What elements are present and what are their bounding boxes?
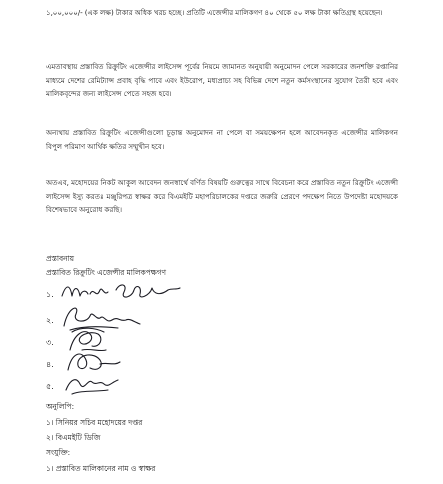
paragraph-cost-loss: ১,০০,০০০/- (এক লক্ষ) টাকার অধিক খরচ হচ্ছে। প্রতিটি এজেন্সীর মালিকগণ ৪০ থেকে ৫০ লক্ষ টাকা ক্ষতিগ্রস্থ হয়েছেন। <box>46 8 383 17</box>
proposer-heading: প্রস্তাবনায় <box>46 254 74 263</box>
signature-5 <box>60 368 130 398</box>
paragraph-request: অতএব, মহোদয়ের নিকট আকুল আবেদন জনস্বার্থে বর্ণিত বিষয়টি গুরুত্বের সাথে বিবেচনা করে প্রস্তাবিত নতুন রিক্রুটিং এজেন্সী লাইসেন্স ইস্যু করতঃ মঞ্জুরিপত্র স্বাক্ষর করে বিএমইটি মহাপরিচালকের দপ্তরে জরুরি প্রেরণে পদক্ষেপ নিতে উপদেষ্টা মহোদয়কে বিশেষভাবে অনুরোধ করছি। <box>46 178 398 214</box>
copy-heading: অনুলিপি: <box>46 402 75 411</box>
signature-row-1 <box>46 282 196 304</box>
signature-number-2: ২. <box>46 316 54 325</box>
signature-1 <box>60 276 190 304</box>
proposer-subheading: প্রস্তাবিত রিক্রুটিং এজেন্সীর মালিকপক্ষগণ <box>46 268 167 277</box>
copy-item-2: ২। বিএমইটি ডিজি <box>46 433 101 442</box>
paragraph-otherwise-loss: অন্যথায় প্রস্তাবিত রিক্রুটিং এজেন্সীগুলো চূড়ান্ত অনুমোদন না পেলে বা সময়ক্ষেপন হলে আবেদনকৃত এজেন্সীর মালিকগন বিপুল পরিমাণ আর্থিক ক্ষতির সম্মুখীন হবে। <box>46 128 398 151</box>
signature-row-5 <box>46 374 156 396</box>
paragraph-license-benefits: এমতাবস্থায় প্রস্তাবিত রিক্রুটিং এজেন্সীর লাইসেন্স পূর্বের নিয়মে জামানত অনুযায়ী অনুমোদন পেলে সরকারের জনশক্তি রপ্তানির মাধ্যমে দেশের রেমিট্যান্স প্রবাহ বৃদ্ধি পাবে এবং ইউরোপ, মধ্যপ্রাচ্য সহ বিভিন্ন দেশে নতুন কর্মসংস্থানের সুযোগ তৈরী হবে এবং মালিকবৃন্দের জন্য লাইসেন্স পেতে সহজ হবে। <box>46 62 398 98</box>
copy-item-1: ১। সিনিয়র সচিব মহোদয়ের দপ্তর <box>46 418 143 427</box>
enclosure-heading: সংযুক্তি: <box>46 448 71 457</box>
signature-number-4: ৪. <box>46 360 54 369</box>
signature-number-1: ১. <box>46 290 54 299</box>
signature-number-5: ৫. <box>46 382 54 391</box>
enclosure-item-1: ১। প্রস্তাবিত মালিকানের নাম ও স্বাক্ষর <box>46 464 156 473</box>
signature-number-3: ৩. <box>46 338 54 347</box>
